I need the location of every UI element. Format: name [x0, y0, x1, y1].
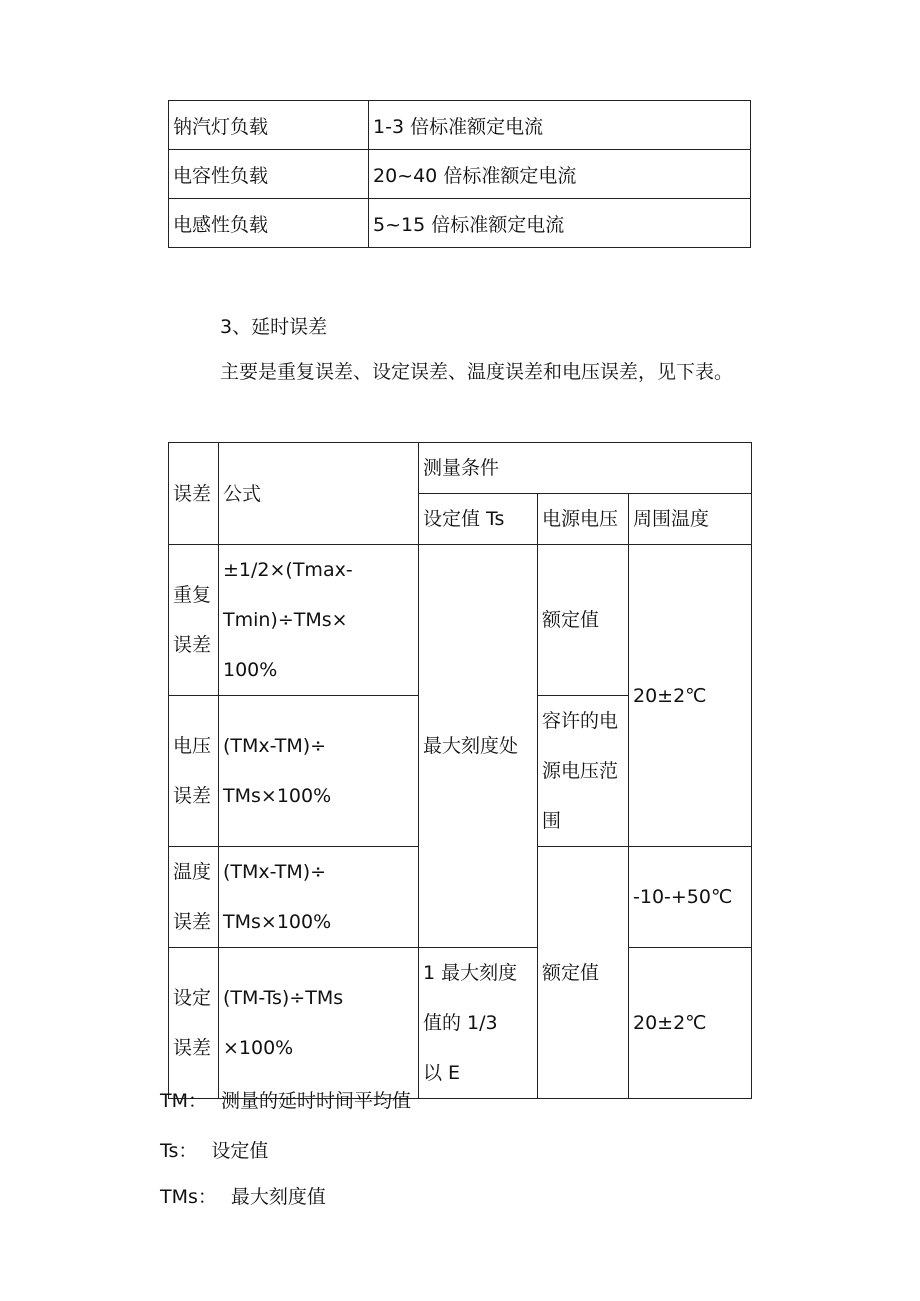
error-line: 误差 — [173, 634, 212, 656]
note-value: 最大刻度值 — [230, 1186, 326, 1208]
voltage-rated-cell: 额定值 — [538, 847, 629, 1099]
formula-line: 100% — [223, 659, 278, 681]
formula-line: (TM-Ts)÷TMs — [223, 987, 344, 1009]
formula-cell — [219, 545, 419, 696]
formula-line: ×100% — [223, 1037, 294, 1059]
header-formula: 公式 — [219, 443, 419, 545]
inrush-current-cell: 20~40 倍标准额定电流 — [369, 150, 751, 199]
table-row — [169, 199, 751, 248]
load-type-cell: 钠汽灯负载 — [169, 101, 369, 150]
note-value: 测量的延时时间平均值 — [221, 1090, 412, 1112]
formula-line: Tmin)÷TMs× — [223, 609, 348, 631]
delay-error-table — [168, 442, 752, 1099]
set-value-max-cell: 最大刻度处 — [419, 545, 538, 948]
table-row — [169, 101, 751, 150]
error-line: 误差 — [173, 1037, 212, 1059]
formula-cell — [219, 948, 419, 1099]
header-error: 误差 — [169, 443, 219, 545]
temp-cell: -10-+50℃ — [629, 847, 752, 948]
error-line: 误差 — [173, 911, 212, 933]
note-key: Ts： — [160, 1140, 198, 1162]
voltage-allowed-cell — [538, 696, 629, 847]
section-heading: 3、延时误差 — [220, 316, 328, 338]
temp-cell: 20±2℃ — [629, 948, 752, 1099]
load-current-table — [168, 100, 751, 248]
note-value: 设定值 — [211, 1140, 269, 1162]
table-row — [169, 948, 752, 1099]
voltage-rated-cell: 额定值 — [538, 545, 629, 696]
formula-line: (TMx-TM)÷ — [223, 861, 327, 883]
error-type-cell — [169, 847, 219, 948]
load-type-cell: 电感性负载 — [169, 199, 369, 248]
header-set-value: 设定值 Ts — [419, 494, 538, 545]
note-tms — [160, 1182, 326, 1209]
error-type-cell — [169, 696, 219, 847]
set-value-line: 以 E — [423, 1062, 461, 1084]
error-line: 设定 — [173, 987, 212, 1009]
inrush-current-cell: 1-3 倍标准额定电流 — [369, 101, 751, 150]
voltage-line: 源电压范 — [542, 760, 619, 782]
note-ts — [160, 1136, 268, 1163]
load-type-cell: 电容性负载 — [169, 150, 369, 199]
note-key: TM： — [160, 1090, 207, 1112]
error-type-cell — [169, 948, 219, 1099]
formula-line: TMs×100% — [223, 785, 332, 807]
error-line: 电压 — [173, 735, 212, 757]
voltage-line: 围 — [542, 810, 562, 832]
section-intro: 主要是重复误差、设定误差、温度误差和电压误差，见下表。 — [220, 361, 734, 383]
formula-cell — [219, 847, 419, 948]
formula-line: TMs×100% — [223, 911, 332, 933]
set-value-line: 1 最大刻度 — [423, 962, 518, 984]
header-supply-voltage: 电源电压 — [538, 494, 629, 545]
set-value-third-cell — [419, 948, 538, 1099]
temp-cell: 20±2℃ — [629, 545, 752, 847]
set-value-line: 值的 1/3 — [423, 1012, 498, 1034]
note-key: TMs： — [160, 1186, 217, 1208]
error-type-cell — [169, 545, 219, 696]
table-row — [169, 545, 752, 696]
error-line: 温度 — [173, 861, 212, 883]
header-conditions: 测量条件 — [419, 443, 752, 494]
table-header-row — [169, 443, 752, 494]
header-ambient-temp: 周围温度 — [629, 494, 752, 545]
formula-line: (TMx-TM)÷ — [223, 735, 327, 757]
formula-line: ±1/2×(Tmax- — [223, 559, 353, 581]
voltage-line: 容许的电 — [542, 710, 619, 732]
error-line: 误差 — [173, 785, 212, 807]
inrush-current-cell: 5~15 倍标准额定电流 — [369, 199, 751, 248]
note-tm — [160, 1086, 411, 1113]
error-line: 重复 — [173, 584, 212, 606]
table-row — [169, 150, 751, 199]
formula-cell — [219, 696, 419, 847]
